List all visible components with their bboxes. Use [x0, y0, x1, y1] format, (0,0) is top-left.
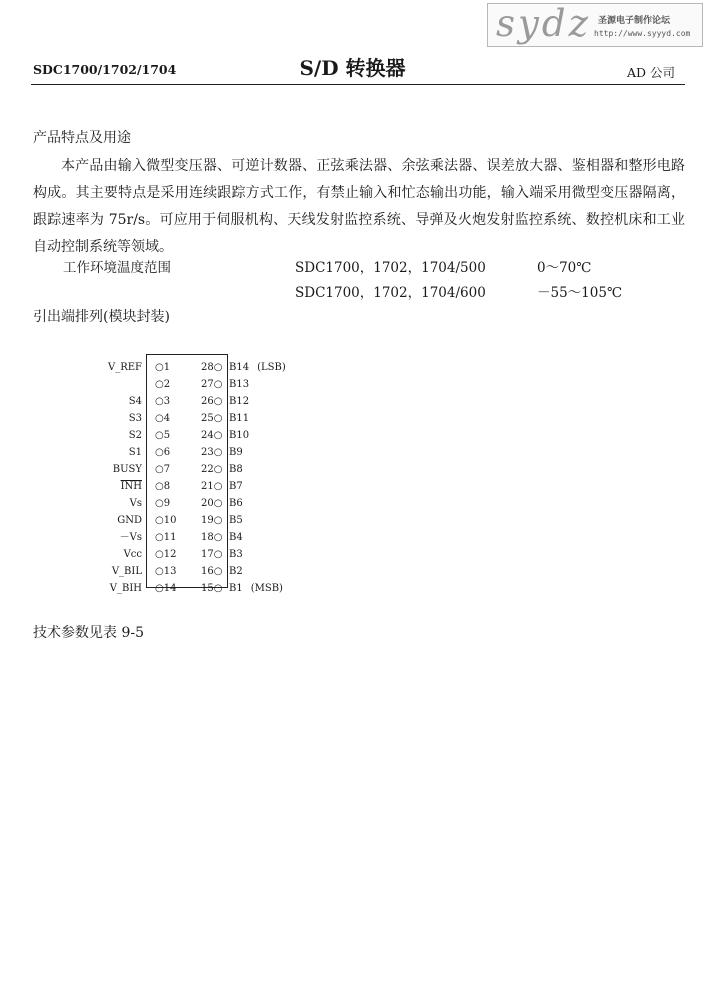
pin-label-left: －Vs: [119, 532, 142, 543]
pin-label-right: [229, 464, 243, 476]
pin-number-left: ○5: [155, 430, 171, 441]
pin-number-right: 24○: [201, 430, 223, 441]
pin-number-right-text: 22: [201, 464, 214, 475]
pin-label-right-text: B11: [229, 413, 250, 424]
pin-label-right-text: B6: [229, 498, 243, 509]
pin-number-left-text: 2: [163, 379, 171, 390]
pin-bit-note: (MSB): [250, 583, 283, 594]
pin-number-left: ○9: [155, 498, 171, 509]
pin-label-right-text: B5: [229, 515, 243, 526]
pin-number-left: ○13: [155, 566, 177, 577]
pin-number-left-text: 8: [163, 481, 171, 492]
pin-number-right: 23○: [201, 447, 223, 458]
pin-number-left: ○2: [155, 379, 171, 390]
pin-number-right-text: 20: [201, 498, 214, 509]
pin-number-left: ○14: [155, 583, 177, 594]
pin-label-left: S2: [128, 430, 142, 441]
pin-label-right-text: B13: [229, 379, 250, 390]
pin-label-right-text: B3: [229, 549, 243, 560]
pin-number-right: 20○: [201, 498, 223, 509]
pin-label-left: S1: [128, 447, 142, 458]
pin-number-left: ○8: [155, 481, 171, 492]
pin-number-right: 26○: [201, 396, 223, 407]
pin-label-right-text: B2: [229, 566, 243, 577]
pin-label-right-text: B9: [229, 447, 243, 458]
pin-label-right: [229, 498, 243, 510]
pin-label-left: S3: [128, 413, 142, 424]
pin-number-left-text: 14: [163, 583, 177, 594]
pin-number-right-text: 16: [201, 566, 214, 577]
pin-number-right: 25○: [201, 413, 223, 424]
pin-label-right: [229, 379, 249, 391]
pin-label-left: S4: [128, 396, 142, 407]
header-divider: [31, 84, 685, 85]
pin-label-right: [229, 430, 249, 442]
pin-label-right: [229, 396, 249, 408]
temperature-models-1: SDC1700，1702，1704/500: [295, 260, 486, 276]
pin-label-right: [229, 413, 249, 425]
temperature-label: 工作环境温度范围: [63, 260, 171, 276]
pin-number-right: 22○: [201, 464, 223, 475]
pin-number-left-text: 11: [163, 532, 177, 543]
pin-number-right: 19○: [201, 515, 223, 526]
pin-label-left: Vs: [129, 498, 142, 509]
parameters-reference: 技术参数见表 9-5: [33, 625, 144, 641]
pin-label-right: [229, 515, 243, 527]
pin-label-right-text: B12: [229, 396, 250, 407]
watermark-logo: sydz: [496, 2, 592, 45]
pin-number-right: 21○: [201, 481, 223, 492]
pin-label-right: [229, 583, 283, 595]
watermark-site-name: 圣源电子制作论坛: [598, 16, 671, 26]
pin-number-right: 28○: [201, 362, 223, 373]
pin-number-right: 17○: [201, 549, 223, 560]
temperature-range-1: 0～70℃: [537, 260, 592, 276]
pin-bit-note: (LSB): [257, 362, 286, 373]
pin-number-left-text: 6: [163, 447, 171, 458]
pinout-heading: 引出端排列(模块封装): [33, 309, 170, 325]
pin-number-left-text: 4: [163, 413, 171, 424]
pin-label-right-text: B10: [229, 430, 250, 441]
pin-number-left: ○10: [155, 515, 177, 526]
pin-label-right-text: B7: [229, 481, 243, 492]
pin-number-right-text: 19: [201, 515, 214, 526]
pin-number-right: 27○: [201, 379, 223, 390]
pin-number-right-text: 18: [201, 532, 214, 543]
features-heading: 产品特点及用途: [33, 130, 131, 146]
pin-label-left: GND: [117, 515, 142, 526]
pin-label-right: [229, 549, 243, 561]
pin-number-left: ○1: [155, 362, 171, 373]
pin-label-right: [229, 447, 243, 459]
temperature-models-2: SDC1700，1702，1704/600: [295, 285, 486, 301]
pin-number-left: ○6: [155, 447, 171, 458]
features-paragraph: 本产品由输入微型变压器、可逆计数器、正弦乘法器、余弦乘法器、误差放大器、鉴相器和整形电路构成。其主要特点是采用连续跟踪方式工作，有禁止输入和忙态输出功能，输入端采用微型变压器隔离，跟踪速率为 75r/s。可应用于伺服机构、天线发射监控系统、导弹及火炮发射监控系统、数控机床和工业自动控制系统等领域。: [33, 158, 685, 255]
pin-number-left-text: 12: [163, 549, 177, 560]
pin-number-right-text: 24: [201, 430, 214, 441]
pin-label-left: V_BIL: [111, 566, 142, 577]
model-numbers: SDC1700/1702/1704: [33, 62, 177, 77]
pin-label-right: [229, 566, 243, 578]
pin-number-left-text: 5: [163, 430, 171, 441]
watermark-banner: [487, 3, 703, 47]
pin-number-left-text: 3: [163, 396, 171, 407]
temperature-range-2: －55～105℃: [537, 285, 623, 301]
pin-number-left-text: 10: [163, 515, 177, 526]
pin-label-left: BUSY: [112, 464, 142, 475]
pin-number-left: ○3: [155, 396, 171, 407]
pin-number-right: 15○: [201, 583, 223, 594]
pin-label-right: [229, 532, 243, 544]
pin-number-right-text: 21: [201, 481, 214, 492]
pin-number-left-text: 9: [163, 498, 171, 509]
pin-label-left: $\overline{INH}$: [120, 481, 142, 492]
pin-number-right-text: 25: [201, 413, 214, 424]
pin-number-left-text: 7: [163, 464, 171, 475]
page-title: S/D 转换器: [299, 56, 406, 80]
pin-label-right-text: B4: [229, 532, 243, 543]
pin-label-right-text: B8: [229, 464, 243, 475]
pin-number-right-text: 28: [201, 362, 214, 373]
pin-number-left-text: 13: [163, 566, 177, 577]
pin-label-left: V_BIH: [109, 583, 142, 594]
pin-number-left: ○12: [155, 549, 177, 560]
pin-label-left: V_REF: [108, 362, 142, 373]
pin-label-right: [229, 481, 243, 493]
pin-number-right-text: 17: [201, 549, 214, 560]
pin-label-left: Vcc: [123, 549, 142, 560]
pin-label-right-text: B14: [229, 362, 250, 373]
pin-number-left-text: 1: [163, 362, 171, 373]
pin-number-right-text: 23: [201, 447, 214, 458]
watermark-url: http://www.syyyd.com: [594, 29, 691, 38]
pin-number-right-text: 27: [201, 379, 214, 390]
pin-number-right: 18○: [201, 532, 223, 543]
pin-number-right-text: 26: [201, 396, 214, 407]
pin-number-left: ○11: [155, 532, 177, 543]
pin-label-right-text: B1: [229, 583, 243, 594]
pin-number-left: ○7: [155, 464, 171, 475]
pin-number-right: 16○: [201, 566, 223, 577]
pin-number-right-text: 15: [201, 583, 214, 594]
pin-label-right: [229, 362, 286, 374]
pin-number-left: ○4: [155, 413, 171, 424]
company-name: AD 公司: [627, 65, 676, 80]
